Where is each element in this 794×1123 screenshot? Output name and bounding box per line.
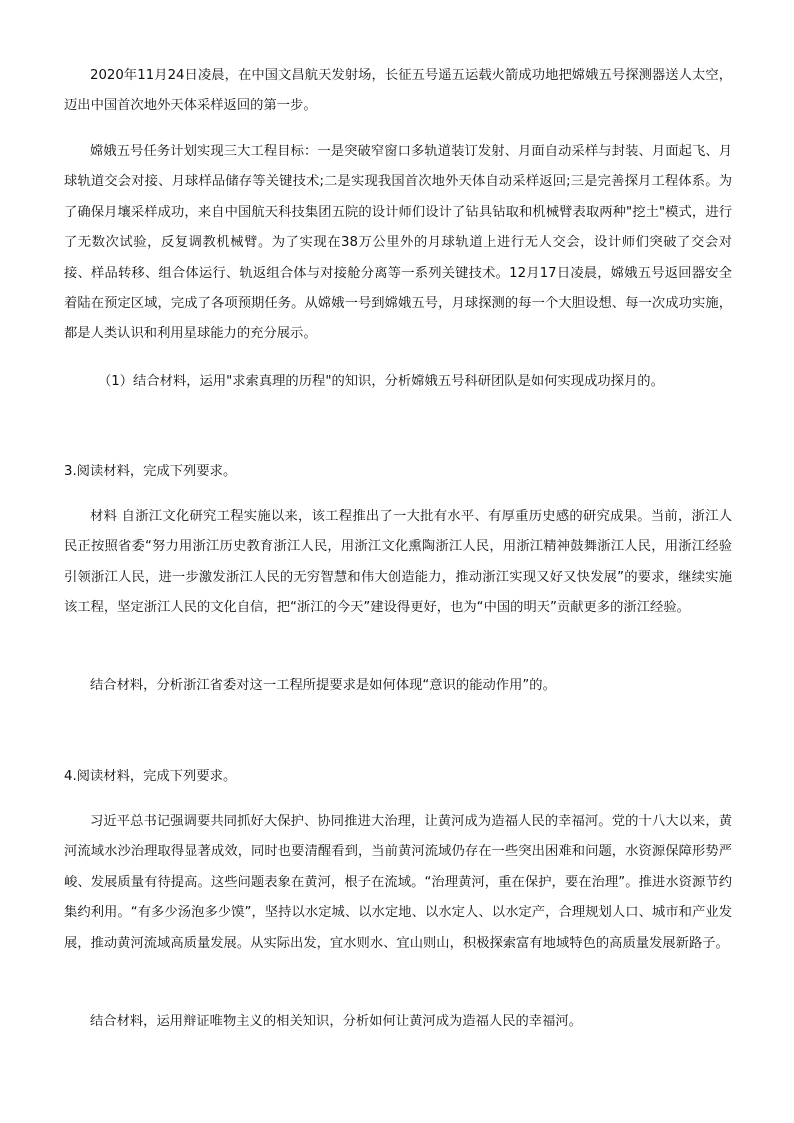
passage-paragraph-mission: 嫦娥五号任务计划实现三大工程目标：一是突破窄窗口多轨道装订发射、月面自动采样与封装、月面起飞、月球轨道交会对接、月球样品储存等关键技术;二是实现我国首次地外天体自动采样返回;三是完善探月工程体系。为了确保月壤采样成功，来自中国航天科技集团五院的设计师们设计了钻具钻取和机械臂表取两种"挖土"模式，进行了无数次试验，反复调教机械臂。为了实现在38万公里外的月球轨道上进行无人交会，设计师们突破了交会对接、样品转移、组合体运行、轨返组合体与对接舱分离等一系列关键技术。12月17日凌晨，嫦娥五号返回器安全着陆在预定区域，完成了各项预期任务。从嫦娥一号到嫦娥五号，月球探测的每一个大胆设想、每一次成功实施，都是人类认识和利用星球能力的充分展示。 [64, 144, 732, 342]
question-4-material: 习近平总书记强调要共同抓好大保护、协同推进大治理，让黄河成为造福人民的幸福河。党的十八大以来，黄河流域水沙治理取得显著成效，同时也要清醒看到，当前黄河流域仍存在一些突出困难和问题，水资源保障形势严峻、发展质量有待提高。这些问题表象在黄河，根子在流域。“治理黄河，重在保护，要在治理”。推进水资源节约集约利用。“有多少汤泡多少馍”，坚持以水定城、以水定地、以水定人、以水定产，合理规划人口、城市和产业发展，推动黄河流域高质量发展。从实际出发，宜水则水、宜山则山，积极探索富有地域特色的高质量发展新路子。 [64, 814, 732, 951]
question-2-1-prompt: （1）结合材料，运用"求索真理的历程"的知识，分析嫦娥五号科研团队是如何实现成功探月的。 [98, 374, 664, 389]
question-3-prompt: 结合材料，分析浙江省委对这一工程所提要求是如何体现“意识的能动作用”的。 [90, 678, 556, 693]
question-4-prompt: 结合材料，运用辩证唯物主义的相关知识，分析如何让黄河成为造福人民的幸福河。 [90, 1014, 582, 1029]
passage-paragraph-launch: 2020年11月24日凌晨，在中国文昌航天发射场，长征五号遥五运载火箭成功地把嫦娥五号探测器送人太空，迈出中国首次地外天体采样返回的第一步。 [64, 68, 732, 114]
question-4-heading: 4.阅读材料，完成下列要求。 [64, 769, 237, 784]
question-3-material: 材料 自浙江文化研究工程实施以来，该工程推出了一大批有水平、有厚重历史感的研究成果。当前，浙江人民正按照省委“努力用浙江历史教育浙江人民，用浙江文化熏陶浙江人民，用浙江精神鼓舞浙江人民，用浙江经验引领浙江人民，进一步激发浙江人民的无穷智慧和伟大创造能力，推动浙江实现又好又快发展”的要求，继续实施该工程，坚定浙江人民的文化自信，把“浙江的今天”建设得更好，也为“中国的明天”贡献更多的浙江经验。 [64, 509, 732, 616]
question-3-heading: 3.阅读材料，完成下列要求。 [64, 464, 237, 479]
